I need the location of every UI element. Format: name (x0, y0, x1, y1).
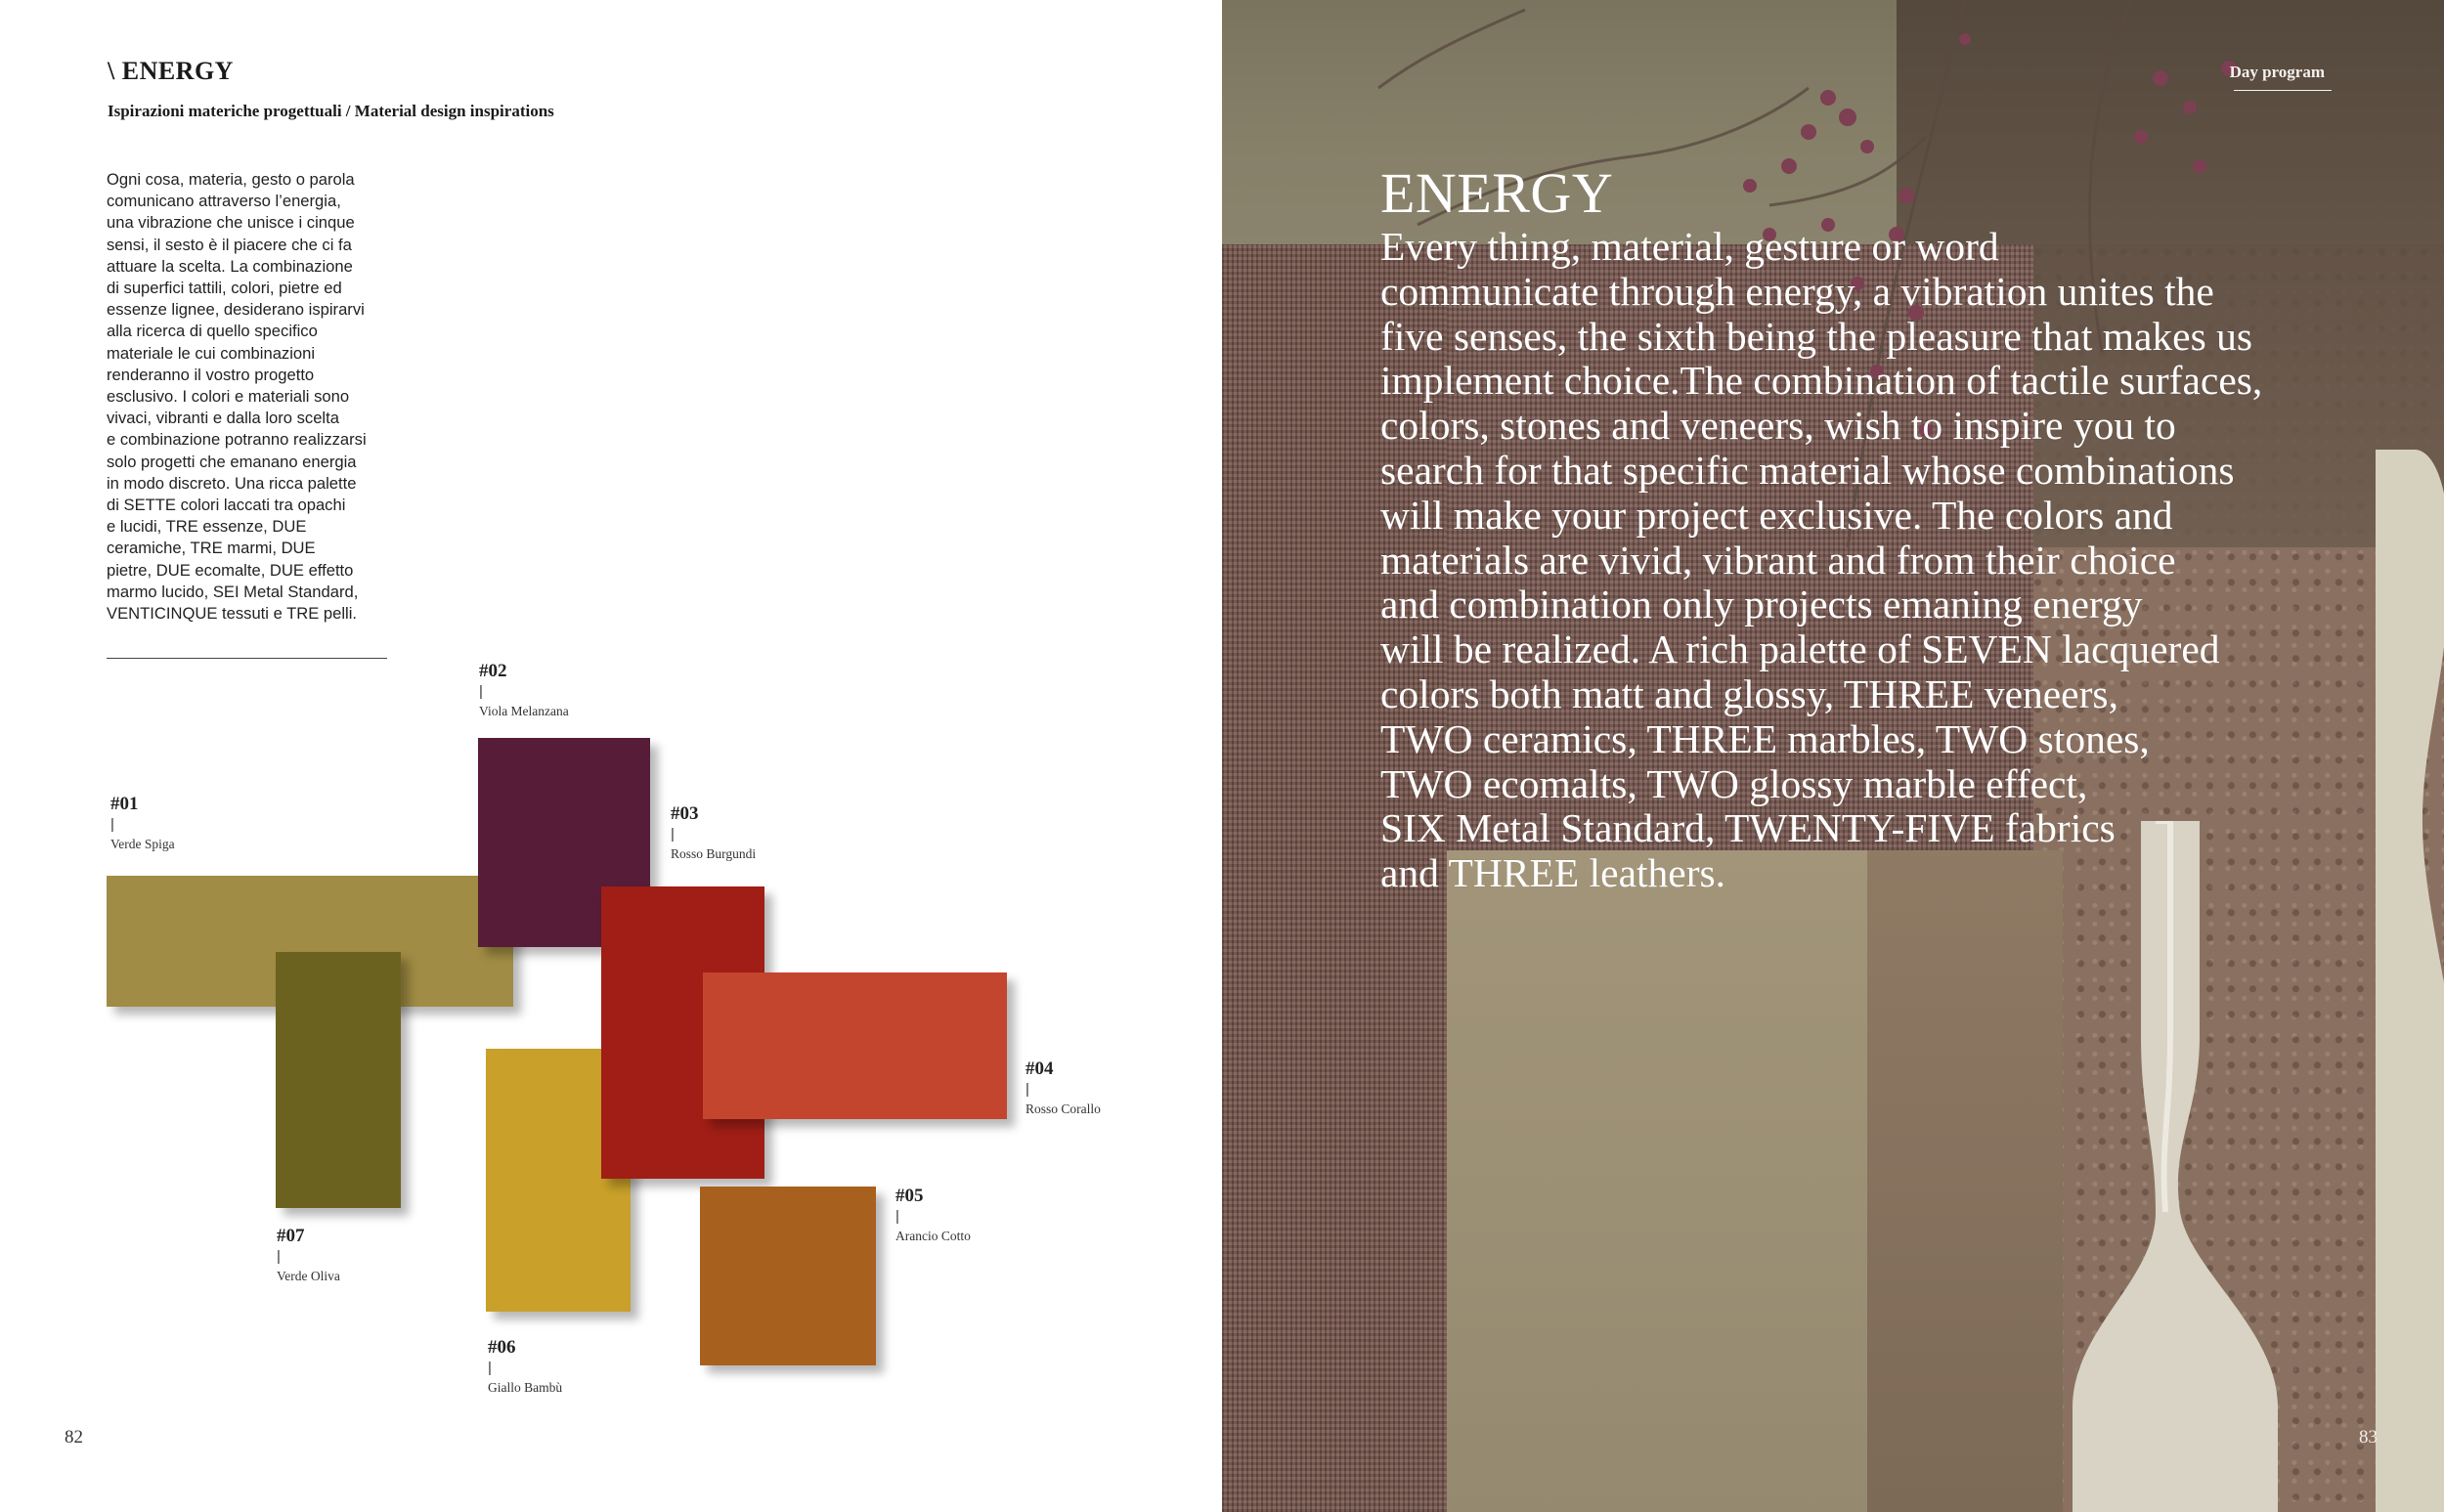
swatch-number: #05 (895, 1186, 924, 1206)
background-beige-panel (1447, 850, 1867, 1512)
hero-body-text: Every thing, material, gesture or word communicate through energy, a vibration unites the five senses, the sixth being the pleasure that makes us implement choice.The combination of tactile surfaces, colors, stones and veneers, wish to inspire you to search for that specific material whose combinations will make your project exclusive. The colors and materials are vivid, vibrant and from their choice and combination only projects emaning energy will be realized. A rich palette of SEVEN lacquered colors both matt and glossy, THREE veneers, TWO ceramics, THREE marbles, TWO stones, TWO ecomalts, TWO glossy marble effect, SIX Metal Standard, TWENTY-FIVE fabrics and THREE leathers. (1380, 224, 2263, 896)
page-number-right: 83 (2359, 1427, 2378, 1447)
background-brown-panel (1867, 850, 2063, 1512)
swatch-number: #06 (488, 1337, 516, 1358)
swatch-name: Rosso Burgundi (671, 846, 757, 861)
swatch-bar: | (1026, 1081, 1029, 1098)
swatch-label-05 (895, 1186, 971, 1246)
swatch-name: Verde Oliva (277, 1269, 340, 1283)
right-page-photo (1222, 0, 2444, 1512)
swatch-name: Giallo Bambù (488, 1380, 563, 1395)
header-underline (2234, 90, 2332, 91)
swatch-bar: | (671, 826, 675, 842)
swatch-07 (276, 952, 401, 1208)
page-number-left: 82 (65, 1427, 83, 1447)
swatch-label-04 (1026, 1058, 1101, 1119)
swatch-number: #07 (277, 1226, 305, 1246)
section-subtitle: Ispirazioni materiche progettuali / Material design inspirations (108, 102, 554, 120)
swatch-bar: | (488, 1360, 492, 1376)
divider (107, 658, 387, 659)
swatch-number: #04 (1026, 1058, 1054, 1079)
swatch-name: Arancio Cotto (895, 1229, 971, 1243)
swatch-name: Viola Melanzana (479, 704, 569, 718)
swatch-name: Verde Spiga (110, 837, 175, 851)
swatch-label-03 (671, 803, 756, 864)
swatch-label-01 (110, 794, 175, 854)
swatch-label-06 (488, 1337, 562, 1398)
section-title: \ ENERGY (108, 57, 234, 85)
swatch-bar: | (895, 1208, 899, 1225)
swatch-label-02 (479, 661, 569, 721)
swatch-bar: | (110, 816, 114, 833)
swatch-number: #01 (110, 794, 139, 814)
swatch-04 (703, 972, 1007, 1119)
swatch-bar: | (479, 683, 483, 700)
hero-title: ENERGY (1380, 161, 1614, 225)
swatch-label-07 (277, 1226, 340, 1286)
swatch-number: #03 (671, 803, 699, 824)
swatch-number: #02 (479, 661, 507, 681)
header-tag: Day program (2229, 63, 2325, 81)
swatch-bar: | (277, 1248, 281, 1265)
swatch-name: Rosso Corallo (1026, 1102, 1101, 1116)
swatch-05 (700, 1187, 876, 1365)
intro-text: Ogni cosa, materia, gesto o parola comunicano attraverso l’energia, una vibrazione che unisce i cinque sensi, il sesto è il piacere che ci fa attuare la scelta. La combinazione di superfici tattili, colori, pietre ed essenze lignee, desiderano ispirarvi alla ricerca di quello specifico materiale le cui combinazioni renderanno il vostro progetto esclusivo. I colori e materiali sono vivaci, vibranti e dalla loro scelta e combinazione potranno realizzarsi solo progetti che emanano energia in modo discreto. Una ricca palette di SETTE colori laccati tra opachi e lucidi, TRE essenze, DUE ceramiche, TRE marmi, DUE pietre, DUE ecomalte, DUE effetto marmo lucido, SEI Metal Standard, VENTICINQUE tessuti e TRE pelli. (107, 170, 367, 624)
vase-illustration (2063, 821, 2288, 1512)
